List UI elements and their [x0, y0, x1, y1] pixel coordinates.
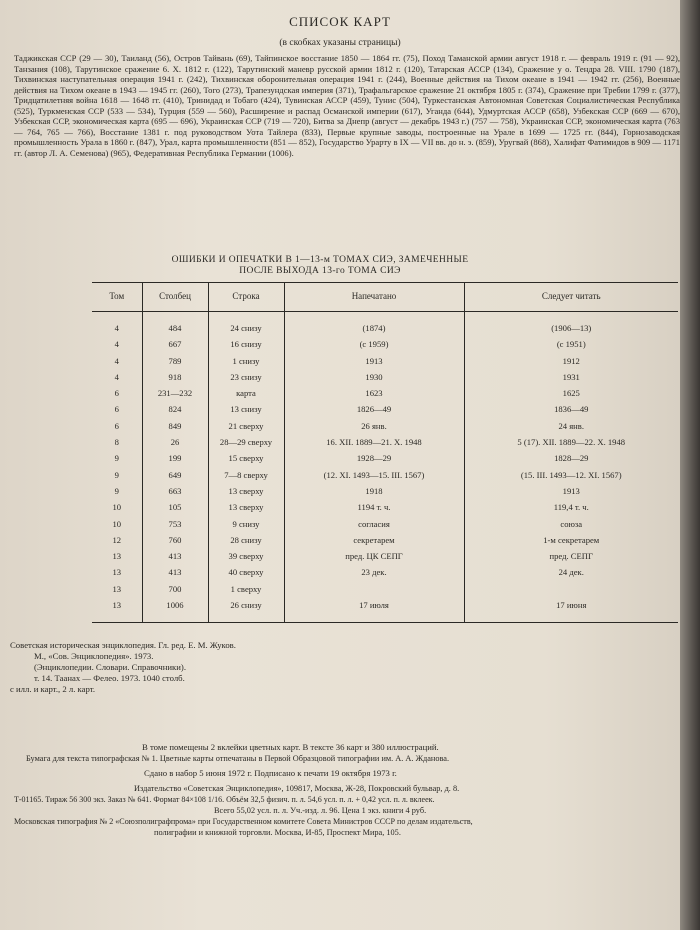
- volume-cell: 4: [114, 323, 119, 333]
- biblio-line: М., «Сов. Энциклопедия». 1973.: [34, 651, 154, 661]
- biblio-line: т. 14. Таанах — Фелео. 1973. 1040 столб.: [34, 673, 185, 683]
- page-subtitle: (в скобках указаны страницы): [279, 38, 401, 48]
- correct-cell: 1836—49: [464, 401, 678, 417]
- imprint-line: Бумага для текста типографская № 1. Цветные карты отпечатаны в Первой Образцовой типографии им. А. А. Жданова.: [26, 754, 450, 763]
- volume-cell: 13: [112, 551, 122, 562]
- imprint-line: Московская типография № 2 «Союзполиграфпрома» при Государственном комитете Совета Министров СССР по делам издательств,: [14, 817, 473, 826]
- printed-cell: 1928—29: [284, 450, 464, 466]
- errata-row: [92, 312, 678, 337]
- errata-header-row: [92, 283, 678, 312]
- column-cell: 105: [142, 499, 208, 515]
- errata-row: [92, 434, 678, 450]
- line-cell: 13 снизу: [208, 401, 284, 417]
- volume-cell: 9: [114, 469, 119, 480]
- line-cell: 23 снизу: [208, 369, 284, 385]
- bibliographic-record: [10, 640, 410, 695]
- correct-cell: 119,4 т. ч.: [464, 499, 678, 515]
- book-gutter-edge: [680, 0, 700, 930]
- column-cell: 413: [142, 548, 208, 564]
- volume-cell: 13: [112, 583, 122, 594]
- printed-cell: 1194 т. ч.: [284, 499, 464, 515]
- maps-list-paragraph: Таджикская ССР (29 — 30), Таиланд (56), Остров Тайвань (69), Тайпинское восстание 1850 — 1864 гг. (75), Поход Таманской армии август 1918 г. — февраль 1919 г. (91 — 92), Танзания (108), Тарутинское сражение 6. X. 1812 г. (122), Тарутинский маневр русской армии 1812 г. (120), Татарская АССР (134), Сражение у о. Тендра 28. VIII. 1790 (187), Тихвинская наступательная операция 1941 г. (242), Тихвинская оборонительная операция 1941 г. (244), Военные действия на Тихом океане в 1941 — 1942 гг. (256), Военные действия на Тихом океане в 1943 — 1945 гг. (260), Того (273), Трапезундская империя (371), Трафальгарское сражение 21 октября 1805 г. (374), Сражение при Требии 1799 г. (377), Тридцатилетняя война 1618 — 1648 гг. (410), Тринидад и Тобаго (424), Тувинская АССР (459), Тунис (504), Туркестанская Автономная Советская Социалистическая Республика (525), Туркменская ССР (533 — 534), Турция (559 — 560), Расширение и распад Османской империи (617), Уганда (644), Удмуртская АССР (658), Узбекская ССР (669 — 670), Узбекская ССР, экономическая карта (695 — 696), Украинская ССР (719 — 720), Битва за Днепр (август — декабрь 1943 г.) (757 — 758), Украинская ССР, экономическая карта (763 — 764, 765 — 766), Восстание 1381 г. под руководством Уота Тайлера (833), Первые крупные заводы, построенные на Урале в 1699 — 1725 гг. (844), Горнозаводская промышленность Урала в 1860 г. (847), Урал, карта промышленности (851 — 852), Государство Урарту в IX — VII вв. до н. э. (859), Уругвай (868), Халифат Фатимидов в 909 — 1171 гг. (автор Л. А. Семенова) (965), Федеративная Республика Германии (1006).: [14, 53, 680, 158]
- page-title: СПИСОК КАРТ: [289, 14, 391, 29]
- column-cell: 849: [142, 418, 208, 434]
- errata-row: [92, 418, 678, 434]
- column-cell: 649: [142, 467, 208, 483]
- errata-row: [92, 597, 678, 623]
- printed-cell: (12. XI. 1493—15. III. 1567): [284, 467, 464, 483]
- printed-cell: [284, 581, 464, 597]
- volume-cell: 10: [112, 502, 122, 513]
- correct-cell: 1828—29: [464, 450, 678, 466]
- printed-cell: секретарем: [284, 532, 464, 548]
- imprint-line: полиграфии и книжной торговли. Москва, И-85, Проспект Мира, 105.: [154, 828, 401, 837]
- column-cell: 1006: [142, 597, 208, 623]
- correct-cell: 1625: [464, 385, 678, 401]
- correct-cell: 1913: [464, 483, 678, 499]
- line-cell: 13 сверху: [208, 483, 284, 499]
- column-cell: 199: [142, 450, 208, 466]
- printed-cell: 1623: [284, 385, 464, 401]
- column-cell: 753: [142, 516, 208, 532]
- errata-row: [92, 467, 678, 483]
- errata-row: [92, 369, 678, 385]
- correct-cell: 17 июня: [464, 597, 678, 623]
- volume-cell: 9: [114, 453, 119, 464]
- column-cell: 231—232: [142, 385, 208, 401]
- line-cell: карта: [208, 385, 284, 401]
- printed-cell: 1826—49: [284, 401, 464, 417]
- errata-heading-line-1: ОШИБКИ И ОПЕЧАТКИ В 1—13-м ТОМАХ СИЭ, ЗАМЕЧЕННЫЕ: [171, 255, 469, 265]
- biblio-line: с илл. и карт., 2 л. карт.: [10, 684, 96, 694]
- errata-row: [92, 483, 678, 499]
- line-cell: 39 сверху: [208, 548, 284, 564]
- imprint-line: Всего 55,02 усл. п. л. Уч.-изд. л. 96. Цена 1 экз. книги 4 руб.: [214, 806, 427, 815]
- line-cell: 7—8 сверху: [208, 467, 284, 483]
- errata-body: [92, 312, 678, 623]
- imprint-line: Т-01165. Тираж 56 300 экз. Заказ № 641. Формат 84×108 1/16. Объём 32,5 физич. п. л. 54,6 усл. п. л. + 0,42 усл. п. л. вклеек.: [14, 795, 435, 804]
- volume-cell: 4: [114, 355, 119, 366]
- imprint-block: [14, 742, 680, 838]
- column-cell: 700: [142, 581, 208, 597]
- printed-cell: 1918: [284, 483, 464, 499]
- line-cell: 26 снизу: [208, 597, 284, 623]
- volume-cell: 4: [114, 339, 119, 350]
- errata-row: [92, 353, 678, 369]
- volume-cell: 9: [114, 485, 119, 496]
- col-header-correct: Следует читать: [464, 283, 678, 312]
- column-cell: 413: [142, 564, 208, 580]
- line-cell: 1 сверху: [208, 581, 284, 597]
- col-header-column: Столбец: [142, 283, 208, 312]
- line-cell: 24 снизу: [208, 312, 284, 337]
- correct-cell: союза: [464, 516, 678, 532]
- correct-cell: 1931: [464, 369, 678, 385]
- printed-cell: 16. XII. 1889—21. X. 1948: [284, 434, 464, 450]
- errata-row: [92, 499, 678, 515]
- line-cell: 15 сверху: [208, 450, 284, 466]
- correct-cell: 1-м секретарем: [464, 532, 678, 548]
- errata-row: [92, 450, 678, 466]
- biblio-line: Советская историческая энциклопедия. Гл. ред. Е. М. Жуков.: [10, 640, 236, 650]
- volume-cell: 6: [114, 404, 119, 415]
- correct-cell: (15. III. 1493—12. XI. 1567): [464, 467, 678, 483]
- errata-row: [92, 564, 678, 580]
- printed-cell: согласия: [284, 516, 464, 532]
- col-header-printed: Напечатано: [284, 283, 464, 312]
- errata-row: [92, 548, 678, 564]
- printed-cell: 17 июля: [284, 597, 464, 623]
- imprint-line: Сдано в набор 5 июня 1972 г. Подписано к печати 19 октября 1973 г.: [144, 768, 397, 778]
- volume-cell: 13: [92, 597, 142, 623]
- correct-cell: [464, 581, 678, 597]
- volume-cell: 12: [112, 534, 122, 545]
- column-cell: 667: [142, 336, 208, 352]
- biblio-line: (Энциклопедии. Словари. Справочники).: [34, 662, 186, 672]
- column-cell: 663: [142, 483, 208, 499]
- volume-cell: 8: [114, 437, 119, 448]
- correct-cell: 24 дек.: [464, 564, 678, 580]
- errata-row: [92, 401, 678, 417]
- volume-cell: 13: [112, 567, 122, 578]
- printed-cell: (1874): [284, 312, 464, 337]
- line-cell: 28 снизу: [208, 532, 284, 548]
- printed-cell: (с 1959): [284, 336, 464, 352]
- errata-row: [92, 532, 678, 548]
- errata-table: [92, 282, 678, 623]
- volume-cell: 10: [112, 518, 122, 529]
- printed-cell: 1913: [284, 353, 464, 369]
- printed-cell: 1930: [284, 369, 464, 385]
- column-cell: 789: [142, 353, 208, 369]
- errata-row: [92, 385, 678, 401]
- correct-cell: 24 янв.: [464, 418, 678, 434]
- column-cell: 484: [142, 312, 208, 337]
- printed-cell: пред. ЦК СЕПГ: [284, 548, 464, 564]
- line-cell: 28—29 сверху: [208, 434, 284, 450]
- correct-cell: 5 (17). XII. 1889—22. X. 1948: [464, 434, 678, 450]
- correct-cell: 1912: [464, 353, 678, 369]
- line-cell: 9 снизу: [208, 516, 284, 532]
- line-cell: 16 снизу: [208, 336, 284, 352]
- correct-cell: пред. СЕПГ: [464, 548, 678, 564]
- imprint-line: В томе помещены 2 вклейки цветных карт. В тексте 36 карт и 380 иллюстраций.: [142, 742, 439, 752]
- errata-heading: [120, 255, 520, 277]
- col-header-line: Строка: [208, 283, 284, 312]
- column-cell: 760: [142, 532, 208, 548]
- volume-cell: 4: [114, 371, 119, 382]
- line-cell: 40 сверху: [208, 564, 284, 580]
- errata-row: [92, 336, 678, 352]
- printed-cell: 26 янв.: [284, 418, 464, 434]
- volume-cell: 6: [114, 420, 119, 431]
- errata-row: [92, 581, 678, 597]
- imprint-line: Издательство «Советская Энциклопедия», 109817, Москва, Ж-28, Покровский бульвар, д. 8.: [134, 784, 460, 793]
- errata-heading-line-2: ПОСЛЕ ВЫХОДА 13-го ТОМА СИЭ: [239, 266, 401, 276]
- column-cell: 918: [142, 369, 208, 385]
- printed-cell: 23 дек.: [284, 564, 464, 580]
- correct-cell: (1906—13): [464, 312, 678, 337]
- line-cell: 13 сверху: [208, 499, 284, 515]
- line-cell: 1 снизу: [208, 353, 284, 369]
- column-cell: 824: [142, 401, 208, 417]
- col-header-volume: Том: [92, 283, 142, 312]
- correct-cell: (с 1951): [464, 336, 678, 352]
- errata-row: [92, 516, 678, 532]
- volume-cell: 6: [114, 388, 119, 399]
- column-cell: 26: [142, 434, 208, 450]
- line-cell: 21 сверху: [208, 418, 284, 434]
